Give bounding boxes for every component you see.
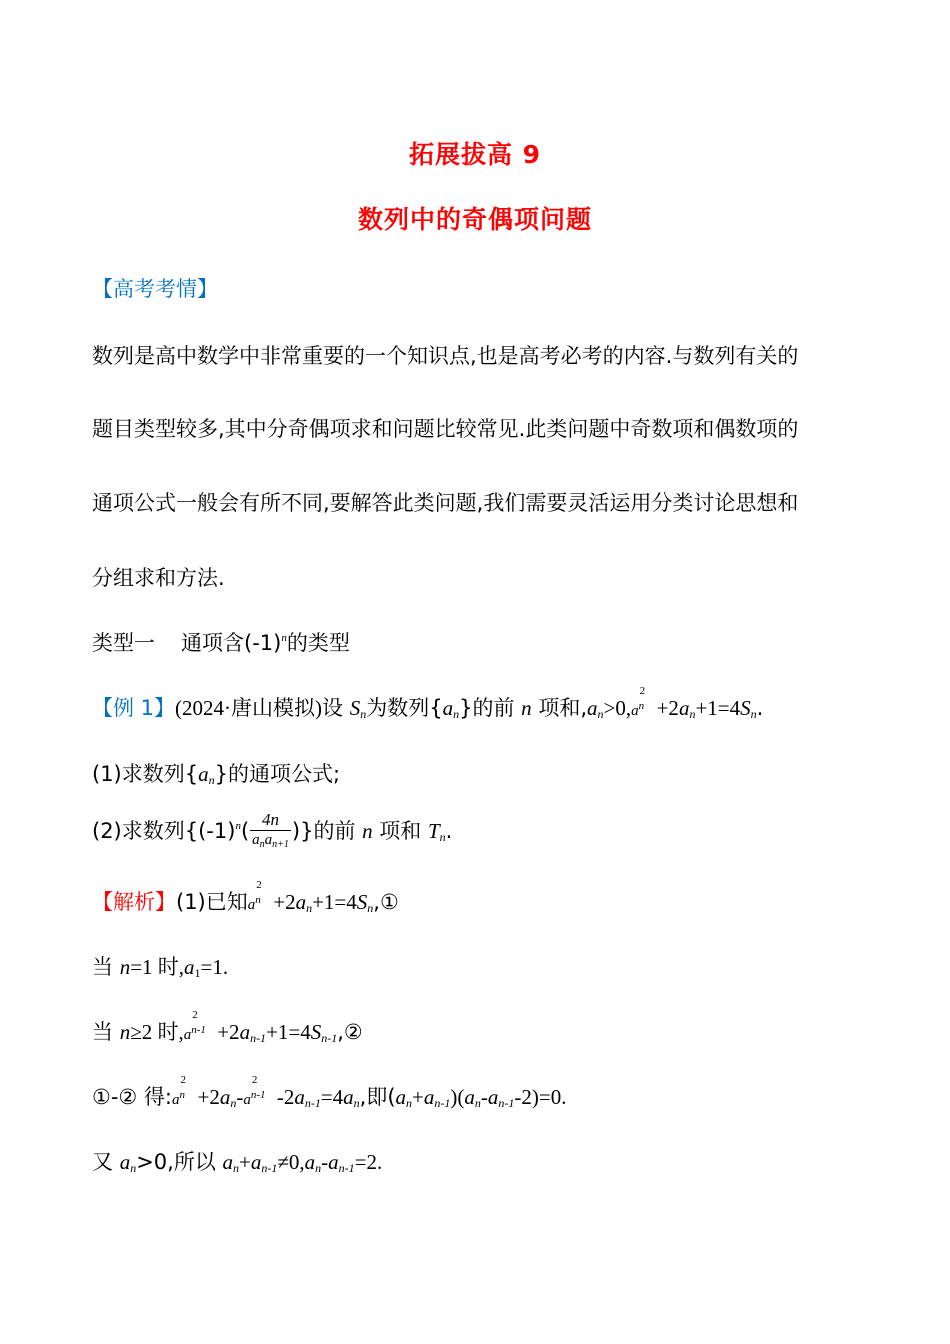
intro-line-2: 题目类型较多,其中分奇偶项求和问题比较常见.此类问题中奇数项和偶数项的	[92, 417, 799, 441]
page-title: 拓展拔高 9	[408, 140, 542, 169]
fraction: $\frac{4n}{a_na_{n+1}}$	[252, 810, 289, 850]
solution-line-4: ①-② 得:a 2 n $+2a_n-a$ 2 n-1 $-2a_{n-1}=4a_n$,即$(a_n+a_{n-1})(a_n-a_{n-1}-2)=0$.	[92, 1074, 567, 1110]
example-1: 【例 1】(2024·唐山模拟)设 $S_n$为数列$\{a_n\}$的前 n 项和$,a_n>0,a$ 2 n $+2a_n+1=4S_n$.	[92, 685, 764, 721]
type-sup: n	[281, 632, 287, 644]
type-heading: 类型一 通项含$(-1)^n$的类型	[92, 631, 350, 655]
question-2: (2)求数列{$(-1)^n$( $\frac{4n}{a_na_{n+1}}$ )}的前 n 项和 $T_n$.	[92, 810, 452, 854]
solution-line-5: 又 $a_n>0$,所以 $a_n+a_{n-1}\ne 0,a_n-a_{n-1}=2$.	[92, 1150, 383, 1175]
page-subtitle: 数列中的奇偶项问题	[357, 205, 592, 234]
example-tag: 【例 1】	[92, 696, 176, 720]
solution-line-3: 当 n≥2 时,a 2 n-1 $+2a_{n-1}+1=4S_{n-1},②$	[92, 1009, 363, 1045]
type-label: 类型一	[92, 631, 155, 655]
question-1: (1)求数列$\{a_n\}$的通项公式;	[92, 762, 341, 787]
section-tag: 【高考考情】	[92, 277, 218, 301]
solution-line-1: 【解析】(1)已知a 2 n $+2a_n+1=4S_n,①$	[92, 879, 399, 915]
solution-tag: 【解析】	[92, 890, 176, 914]
solution-line-2: 当 n=1 时,a1=1.	[92, 955, 229, 980]
intro-line-4: 分组求和方法.	[92, 566, 225, 590]
intro-line-1: 数列是高中数学中非常重要的一个知识点,也是高考必考的内容.与数列有关的	[92, 344, 799, 368]
intro-line-3: 通项公式一般会有所不同,要解答此类问题,我们需要灵活运用分类讨论思想和	[92, 491, 799, 515]
type-title: 通项含(-1)	[181, 631, 282, 655]
example-source: (2024·唐山模拟)	[175, 696, 323, 720]
